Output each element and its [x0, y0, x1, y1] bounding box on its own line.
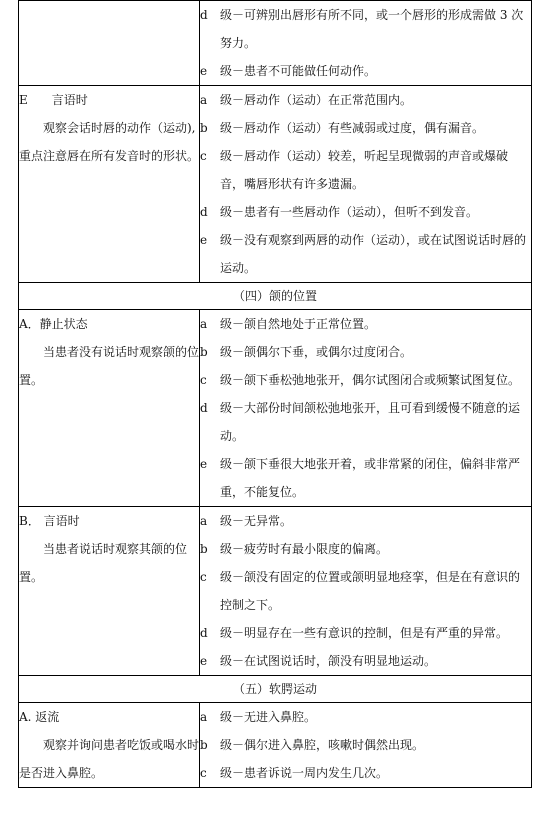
- item-description: 当患者没有说话时观察颌的位置。: [19, 345, 200, 387]
- grade-text: 级－可辨别出唇形有所不同，或一个唇形的形成需做 3 次努力。: [220, 8, 524, 50]
- grade-text: 级－患者不可能做任何动作。: [220, 64, 377, 78]
- grade-letter: d: [200, 401, 208, 415]
- grade-item: [200, 198, 531, 226]
- grade-item: [200, 86, 531, 114]
- table-row: [19, 703, 532, 788]
- item-description: 观察会话时唇的动作（运动),重点注意唇在所有发音时的形状。: [19, 121, 200, 163]
- grade-text: 级－患者诉说一周内发生几次。: [220, 766, 389, 780]
- item-cell: [19, 507, 200, 676]
- grade-letter: e: [200, 233, 208, 247]
- item-cell: [19, 1, 200, 86]
- grade-text: 级－颌偶尔下垂，或偶尔过度闭合。: [220, 345, 413, 359]
- grade-letter: c: [200, 570, 207, 584]
- grade-text: 级－在试图说话时，颌没有明显地运动。: [220, 654, 437, 668]
- item-cell: [19, 86, 200, 283]
- grade-letter: e: [200, 457, 208, 471]
- table-row: [19, 507, 532, 676]
- grade-letter: b: [200, 345, 208, 359]
- grade-item: [200, 535, 531, 563]
- item-cell: [19, 310, 200, 507]
- grade-item: [200, 226, 531, 282]
- grade-item: [200, 563, 531, 619]
- grade-letter: a: [200, 710, 208, 724]
- grade-item: [200, 1, 531, 57]
- grade-letter: e: [200, 64, 208, 78]
- grades-cell: [200, 703, 532, 788]
- grade-item: [200, 450, 531, 506]
- grade-letter: a: [200, 317, 208, 331]
- grade-letter: a: [200, 93, 208, 107]
- grade-letter: c: [200, 373, 207, 387]
- grade-text: 级－无异常。: [220, 514, 293, 528]
- grade-text: 级－唇动作（运动）有些减弱或过度，偶有漏音。: [220, 121, 485, 135]
- grades-cell: [200, 507, 532, 676]
- grade-text: 级－患者有一些唇动作（运动），但听不到发音。: [220, 205, 479, 219]
- grade-text: 级－偶尔进入鼻腔，咳嗽时偶然出现。: [220, 738, 425, 752]
- item-title: E 言语时: [19, 93, 88, 107]
- grade-item: [200, 759, 531, 787]
- grade-item: [200, 366, 531, 394]
- item-title: A. 返流: [19, 710, 60, 724]
- section-row: [19, 676, 532, 703]
- grade-text: 级－颌自然地处于正常位置。: [220, 317, 377, 331]
- grade-letter: c: [200, 766, 207, 780]
- grade-text: 级－颌没有固定的位置或颌明显地痉挛，但是在有意识的控制之下。: [220, 570, 521, 612]
- grade-letter: d: [200, 626, 208, 640]
- table-row: [19, 310, 532, 507]
- grade-item: [200, 142, 531, 198]
- grade-item: [200, 507, 531, 535]
- grades-cell: [200, 86, 532, 283]
- grades-cell: [200, 1, 532, 86]
- grade-text: 级－颌下垂很大地张开着，或非常紧的闭住，偏斜非常严重，不能复位。: [220, 457, 521, 499]
- item-description: 当患者说话时观察其颌的位置。: [19, 542, 188, 584]
- grade-letter: d: [200, 8, 208, 22]
- grade-item: [200, 619, 531, 647]
- item-title: A．静止状态: [19, 317, 88, 331]
- grade-letter: c: [200, 149, 207, 163]
- grade-text: 级－唇动作（运动）在正常范围内。: [220, 93, 413, 107]
- grade-item: [200, 394, 531, 450]
- grade-text: 级－唇动作（运动）较差，听起呈现微弱的声音或爆破音，嘴唇形状有许多遗漏。: [220, 149, 509, 191]
- grade-letter: b: [200, 542, 208, 556]
- grade-item: [200, 57, 531, 85]
- grade-item: [200, 731, 531, 759]
- grade-letter: a: [200, 514, 208, 528]
- section-heading: （五）软腭运动: [19, 676, 532, 703]
- grade-letter: b: [200, 738, 208, 752]
- grade-text: 级－明显存在一些有意识的控制，但是有严重的异常。: [220, 626, 509, 640]
- grade-text: 级－疲劳时有最小限度的偏离。: [220, 542, 389, 556]
- grade-item: [200, 338, 531, 366]
- grade-item: [200, 114, 531, 142]
- grade-item: [200, 310, 531, 338]
- item-description: 观察并询问患者吃饭或喝水时是否进入鼻腔。: [19, 738, 200, 780]
- section-heading: （四）颌的位置: [19, 283, 532, 310]
- grade-text: 级－大部份时间颌松弛地张开，且可看到缓慢不随意的运动。: [220, 401, 521, 443]
- grade-text: 级－没有观察到两唇的动作（运动），或在试图说话时唇的运动。: [220, 233, 527, 275]
- grade-letter: d: [200, 205, 208, 219]
- grade-item: [200, 703, 531, 731]
- assessment-table: [18, 0, 532, 788]
- grade-item: [200, 647, 531, 675]
- table-row: [19, 86, 532, 283]
- grade-text: 级－无进入鼻腔。: [220, 710, 317, 724]
- item-cell: [19, 703, 200, 788]
- table-row: [19, 1, 532, 86]
- grade-letter: b: [200, 121, 208, 135]
- item-title: B． 言语时: [19, 514, 80, 528]
- grade-text: 级－颌下垂松弛地张开，偶尔试图闭合或频繁试图复位。: [220, 373, 521, 387]
- section-row: [19, 283, 532, 310]
- grades-cell: [200, 310, 532, 507]
- grade-letter: e: [200, 654, 208, 668]
